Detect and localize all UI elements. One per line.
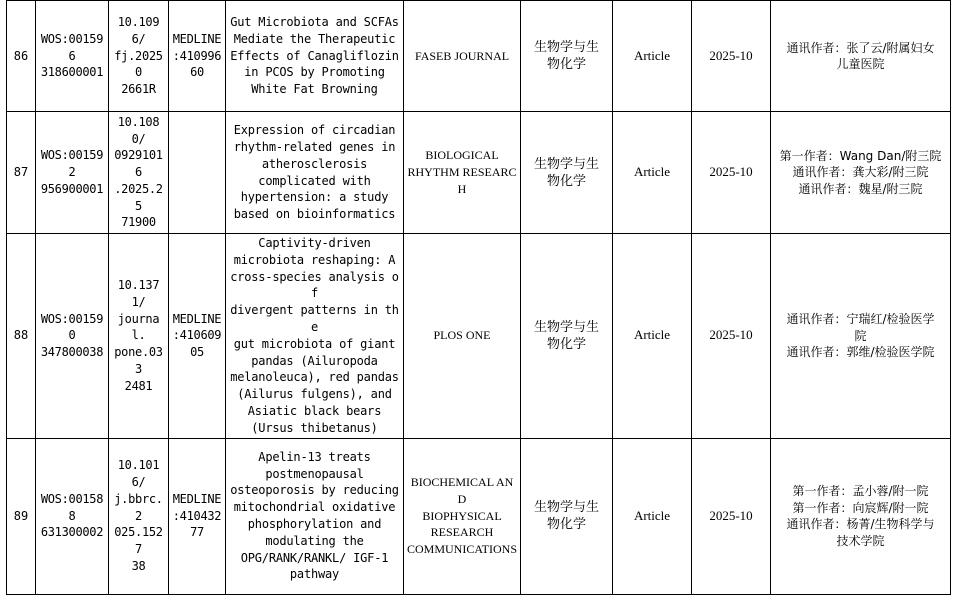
publication-date: 2025-10 — [692, 438, 771, 594]
doi: 10.1096/ fj.20250 2661R — [109, 1, 169, 112]
authors: 第一作者：Wang Dan/附三院 通讯作者：龚大彩/附三院 通讯作者：魏星/附三院 — [771, 112, 951, 234]
authors: 通讯作者：张了云/附属妇女 儿童医院 — [771, 1, 951, 112]
row-number: 88 — [7, 234, 36, 439]
article-title: Captivity-driven microbiota reshaping: A cross-species analysis of divergent patterns in the gut microbiota of giant pandas (Ailuropoda melanoleuca), red pandas (Ailurus fulgens), and Asiatic black bears (Ursus thibetanus) — [226, 234, 404, 439]
journal-name: PLOS ONE — [404, 234, 521, 439]
publication-date: 2025-10 — [692, 1, 771, 112]
subject-category: 生物学与生 物化学 — [521, 112, 613, 234]
wos-accession: WOS:001592 956900001 — [36, 112, 109, 234]
wos-accession: WOS:001588 631300002 — [36, 438, 109, 594]
document-type: Article — [613, 438, 692, 594]
document-type: Article — [613, 112, 692, 234]
wos-accession: WOS:001596 318600001 — [36, 1, 109, 112]
journal-name: FASEB JOURNAL — [404, 1, 521, 112]
publication-date: 2025-10 — [692, 112, 771, 234]
publications-table — [6, 0, 951, 595]
authors: 通讯作者：宁瑞红/检验医学 院 通讯作者：郭维/检验医学院 — [771, 234, 951, 439]
article-title: Gut Microbiota and SCFAs Mediate the Therapeutic Effects of Canagliflozin in PCOS by Promoting White Fat Browning — [226, 1, 404, 112]
row-number: 89 — [7, 438, 36, 594]
doi: 10.1016/ j.bbrc.2 025.1527 38 — [109, 438, 169, 594]
document-type: Article — [613, 1, 692, 112]
medline-id: MEDLINE :410996 60 — [169, 1, 226, 112]
table-row — [7, 112, 951, 234]
journal-name: BIOCHEMICAL AND BIOPHYSICAL RESEARCH COMMUNICATIONS — [404, 438, 521, 594]
document-type: Article — [613, 234, 692, 439]
publication-date: 2025-10 — [692, 234, 771, 439]
subject-category: 生物学与生 物化学 — [521, 1, 613, 112]
doi: 10.1080/ 09291016 .2025.25 71900 — [109, 112, 169, 234]
row-number: 86 — [7, 1, 36, 112]
article-title: Apelin-13 treats postmenopausal osteoporosis by reducing mitochondrial oxidative phosphorylation and modulating the OPG/RANK/RANKL/ IGF-1 pathway — [226, 438, 404, 594]
wos-accession: WOS:001590 347800038 — [36, 234, 109, 439]
article-title: Expression of circadian rhythm-related genes in atherosclerosis complicated with hypertension: a study based on bioinformatics — [226, 112, 404, 234]
row-number: 87 — [7, 112, 36, 234]
table-row — [7, 234, 951, 439]
table-row — [7, 1, 951, 112]
medline-id — [169, 112, 226, 234]
doi: 10.1371/ journal. pone.033 2481 — [109, 234, 169, 439]
subject-category: 生物学与生 物化学 — [521, 438, 613, 594]
journal-name: BIOLOGICAL RHYTHM RESEARCH — [404, 112, 521, 234]
medline-id: MEDLINE :410432 77 — [169, 438, 226, 594]
subject-category: 生物学与生 物化学 — [521, 234, 613, 439]
authors: 第一作者：孟小蓉/附一院 第一作者：向宸辉/附一院 通讯作者：杨菁/生物科学与 技术学院 — [771, 438, 951, 594]
table-row — [7, 438, 951, 594]
medline-id: MEDLINE :410609 05 — [169, 234, 226, 439]
